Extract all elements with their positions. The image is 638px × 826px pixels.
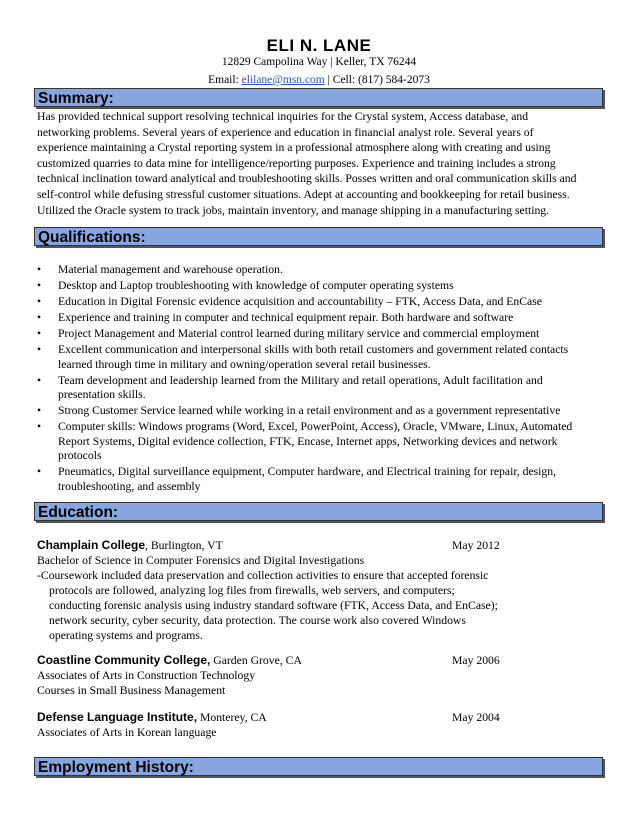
list-item <box>37 343 617 372</box>
education-header <box>37 653 617 668</box>
list-item-text: presentation skills. <box>58 388 146 401</box>
list-item-text: Education in Digital Forensic evidence acquisition and accountability – FTK, Access Data, and EnCase <box>58 295 542 308</box>
summary-line: experience maintaining a Crystal reporting system in a professional atmosphere along with creating and using <box>37 141 551 155</box>
list-item-text: Project Management and Material control learned during military service and commercial employment <box>58 327 540 340</box>
education-date: May 2006 <box>452 654 500 667</box>
email-link[interactable]: elilane@msn.com <box>241 74 325 86</box>
list-item-text: Excellent communication and interpersonal skills with both retail customers and government related contacts <box>58 343 569 356</box>
degree-line: Bachelor of Science in Computer Forensics and Digital Investigations <box>37 554 365 567</box>
coursework-line: -Coursework included data preservation and collection activities to ensure that accepted forensic <box>37 569 489 582</box>
summary-line: self-control while defusing stressful customer situations. Adept at accounting and bookkeeping for retail business. <box>37 187 570 201</box>
school-name: Coastline Community College, <box>37 653 211 667</box>
bullet-icon: • <box>37 295 42 308</box>
list-item <box>37 404 617 419</box>
summary-line: technical inclination toward analytical and troubleshooting skills. Posses written and oral communication skills and <box>37 172 577 186</box>
bullet-icon: • <box>37 279 42 292</box>
list-item-text: Computer skills: Windows programs (Word, Excel, PowerPoint, Access), Oracle, VMware, Linux, Automated <box>58 420 573 433</box>
bullet-icon: • <box>37 327 42 340</box>
list-item <box>37 327 617 342</box>
list-item-text: troubleshooting, and assembly <box>58 479 201 493</box>
list-item-text: learned through time in military and owning/operation several retail businesses. <box>58 357 431 371</box>
qualifications-list <box>37 263 617 496</box>
address-line: 12829 Campolina Way | Keller, TX 76244 <box>221 56 417 68</box>
list-item <box>37 279 617 294</box>
bullet-icon: • <box>37 263 42 276</box>
bullet-icon: • <box>37 373 42 387</box>
education-header <box>37 538 617 553</box>
list-item <box>37 374 617 403</box>
coursework-line: operating systems and programs. <box>49 629 203 642</box>
coursework-line: protocols are followed, analyzing log files from firewalls, web servers, and computers; <box>49 584 455 597</box>
contact-line <box>0 74 638 86</box>
education-entry <box>37 653 617 698</box>
list-item-text: protocols <box>58 449 102 462</box>
summary-text <box>37 109 617 218</box>
school-name: Champlain College <box>37 538 146 552</box>
bullet-icon: • <box>37 343 42 356</box>
bullet-icon: • <box>37 420 42 433</box>
degree-line: Associates of Arts in Construction Technology <box>37 669 256 682</box>
education-entry <box>37 710 617 740</box>
school-location: Garden Grove, CA <box>210 654 302 667</box>
school-location: , Burlington, VT <box>145 539 223 552</box>
list-item-text: Desktop and Laptop troubleshooting with knowledge of computer operating systems <box>58 279 454 292</box>
education-header <box>37 710 617 725</box>
bullet-icon: • <box>37 465 42 478</box>
list-item <box>37 465 617 494</box>
coursework-line: conducting forensic analysis using industry standard software (FTK, Access Data, and EnCase); <box>49 599 498 612</box>
list-item <box>37 295 617 310</box>
summary-line: Utilized the Oracle system to track jobs, maintain inventory, and manage shipping in a manufacturing setting. <box>37 203 550 217</box>
cell-phone: | Cell: (817) 584-2073 <box>324 74 430 86</box>
degree-line: Courses in Small Business Management <box>37 684 226 697</box>
bullet-icon: • <box>37 404 42 417</box>
qualifications-heading: Qualifications: <box>34 227 603 246</box>
list-item-text: Experience and training in computer and technical equipment repair. Both hardware and software <box>58 311 514 324</box>
education-date: May 2012 <box>452 539 500 552</box>
list-item-text: Strong Customer Service learned while working in a retail environment and as a government representative <box>58 404 561 417</box>
degree-line: Associates of Arts in Korean language <box>37 726 217 739</box>
education-date: May 2004 <box>452 711 500 724</box>
summary-heading: Summary: <box>34 88 603 107</box>
list-item-text: Pneumatics, Digital surveillance equipment, Computer hardware, and Electrical training for repair, design, <box>58 465 557 478</box>
summary-line: customized quarries to data mine for intelligence/reporting purposes. Experience and training includes a strong <box>37 156 556 170</box>
school-location: Monterey, CA <box>197 711 267 724</box>
list-item <box>37 263 617 278</box>
summary-line: Has provided technical support resolving technical inquiries for the Crystal system, Access database, and <box>37 110 529 123</box>
list-item-text: Team development and leadership learned from the Military and retail operations, Adult facilitation and <box>58 373 543 387</box>
resume-name: ELI N. LANE <box>266 36 372 55</box>
education-entry <box>37 538 617 643</box>
school-name: Defense Language Institute, <box>37 710 198 724</box>
education-heading: Education: <box>34 502 603 521</box>
employment-heading: Employment History: <box>34 757 603 776</box>
email-label: Email: <box>208 74 239 86</box>
list-item-text: Material management and warehouse operation. <box>58 263 283 276</box>
summary-line: networking problems. Several years of experience and education in financial analyst role. Several years of <box>37 125 534 139</box>
list-item-text: Report Systems, Digital evidence collection, FTK, Encase, Internet apps, Networking devices and network <box>58 434 558 448</box>
list-item <box>37 420 617 464</box>
list-item <box>37 311 617 326</box>
bullet-icon: • <box>37 311 42 324</box>
coursework-line: network security, cyber security, data protection. The course work also covered Windows <box>49 614 466 627</box>
